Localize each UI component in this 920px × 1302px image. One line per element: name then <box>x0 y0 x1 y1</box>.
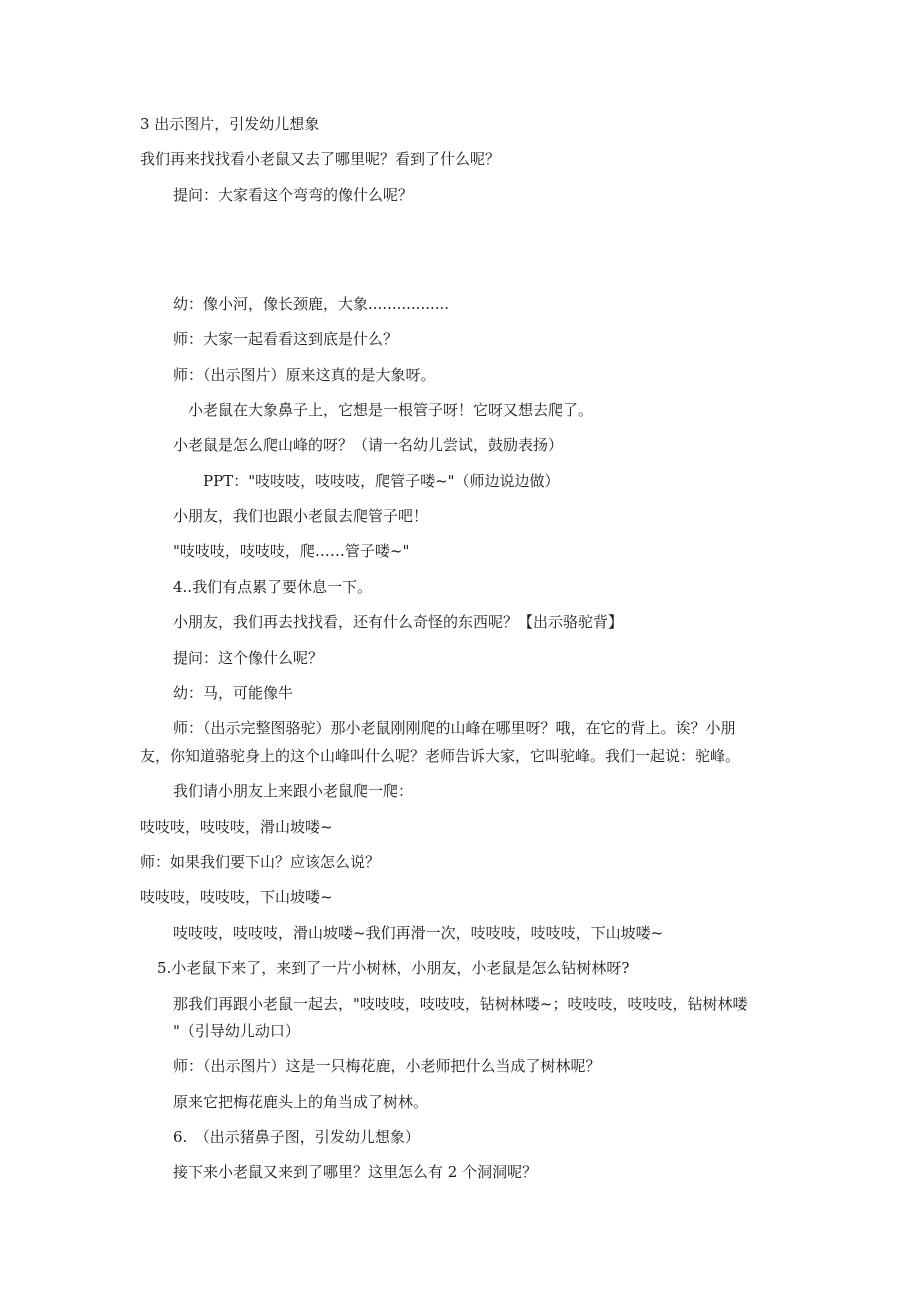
paragraph: 吱吱吱，吱吱吱，下山坡喽~ <box>140 888 333 906</box>
paragraph: 那我们再跟小老鼠一起去，"吱吱吱，吱吱吱，钻树林喽~；吱吱吱，吱吱吱，钻树林喽 <box>173 995 748 1013</box>
paragraph: 吱吱吱，吱吱吱，滑山坡喽~我们再滑一次，吱吱吱，吱吱吱，下山坡喽~ <box>173 924 664 942</box>
paragraph: 原来它把梅花鹿头上的角当成了树林。 <box>173 1093 429 1111</box>
paragraph: 小朋友，我们也跟小老鼠去爬管子吧！ <box>173 507 429 525</box>
paragraph: 我们再来找找看小老鼠又去了哪里呢？看到了什么呢？ <box>140 150 501 168</box>
paragraph: 师：（出示图片）原来这真的是大象呀。 <box>173 366 436 384</box>
paragraph: 幼：像小河，像长颈鹿，大象................. <box>173 295 450 313</box>
section-6-heading: 6. （出示猪鼻子图，引发幼儿想象） <box>173 1128 420 1146</box>
paragraph: PPT："吱吱吱，吱吱吱，爬管子喽~"（师边说边做） <box>203 472 560 490</box>
paragraph: 吱吱吱，吱吱吱，滑山坡喽~ <box>140 818 333 836</box>
paragraph: 小朋友，我们再去找找看，还有什么奇怪的东西呢？【出示骆驼背】 <box>173 613 624 631</box>
paragraph: 小老鼠是怎么爬山峰的呀？（请一名幼儿尝试，鼓励表扬） <box>173 436 564 454</box>
paragraph: 师：大家一起看看这到底是什么？ <box>173 330 399 348</box>
paragraph: 小老鼠在大象鼻子上，它想是一根管子呀！它呀又想去爬了。 <box>188 401 594 419</box>
paragraph: "（引导幼儿动口） <box>173 1022 300 1040</box>
paragraph: 师：（出示图片）这是一只梅花鹿，小老师把什么当成了树林呢？ <box>173 1057 601 1075</box>
paragraph: 幼：马，可能像牛 <box>173 684 294 702</box>
section-5-heading: 5.小老鼠下来了，来到了一片小树林，小朋友，小老鼠是怎么钻树林呀? <box>157 959 630 977</box>
paragraph: 接下来小老鼠又来到了哪里？这里怎么有 2 个洞洞呢？ <box>173 1163 538 1181</box>
paragraph: "吱吱吱，吱吱吱，爬……管子喽~" <box>173 542 410 560</box>
paragraph: 友，你知道骆驼身上的这个山峰叫什么呢？老师告诉大家，它叫驼峰。我们一起说：驼峰。 <box>140 747 741 765</box>
paragraph: 师：如果我们要下山？应该怎么说？ <box>140 853 381 871</box>
paragraph: 师：（出示完整图骆驼）那小老鼠刚刚爬的山峰在哪里呀？哦，在它的背上。诶？小朋 <box>173 719 736 737</box>
paragraph: 提问：这个像什么呢？ <box>173 649 324 667</box>
paragraph: 提问：大家看这个弯弯的像什么呢？ <box>173 186 414 204</box>
paragraph: 我们请小朋友上来跟小老鼠爬一爬： <box>173 782 414 800</box>
section-4-heading: 4..我们有点累了要休息一下。 <box>173 578 373 596</box>
section-3-heading: 3 出示图片，引发幼儿想象 <box>140 115 320 133</box>
